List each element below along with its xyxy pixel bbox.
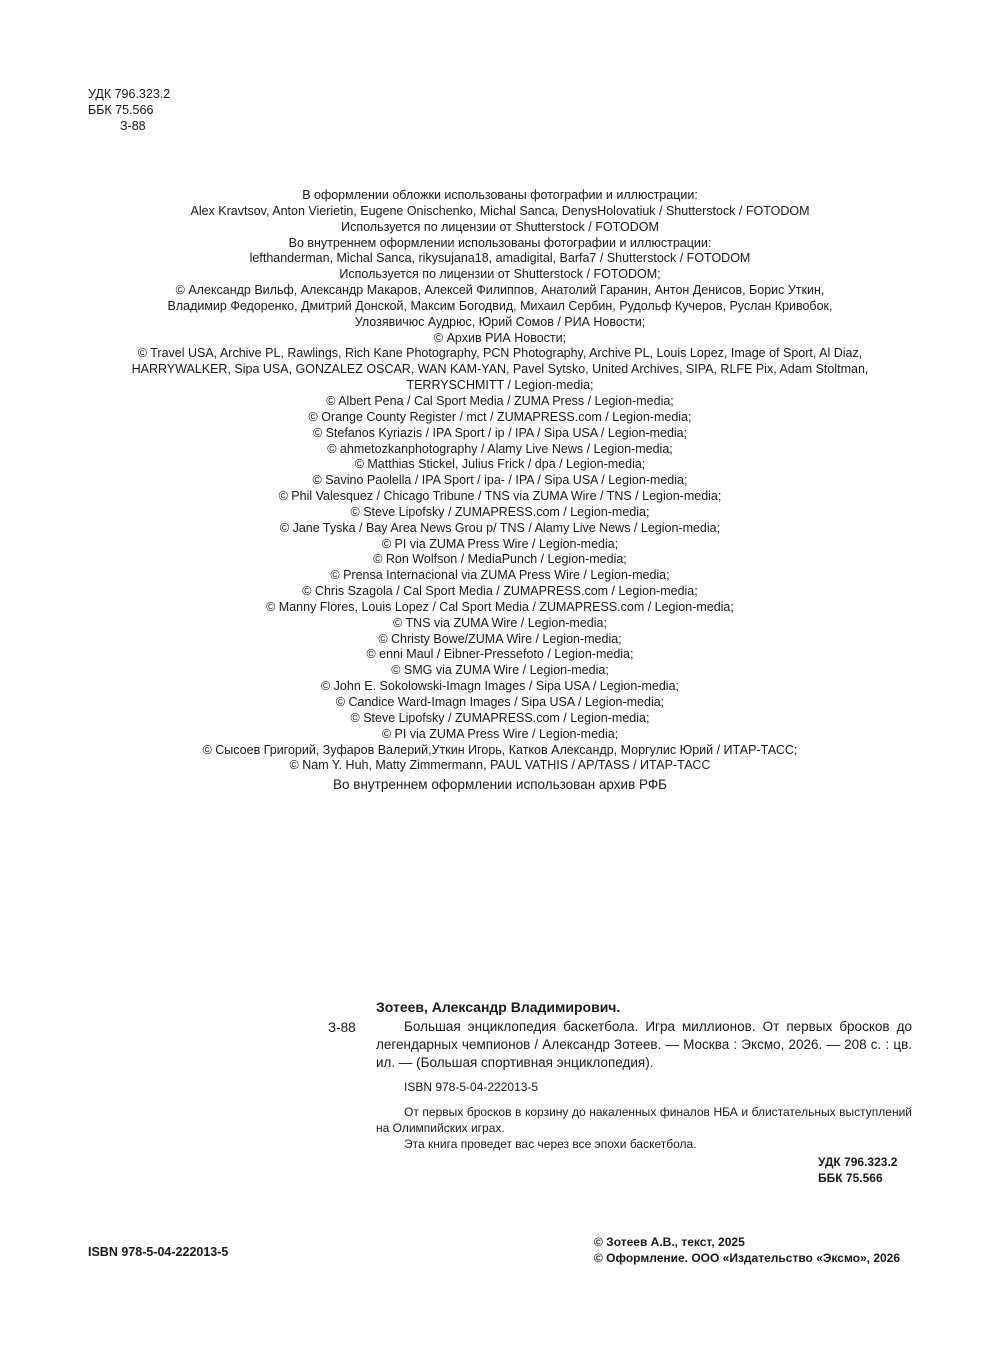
credit-line: © Orange County Register / mct / ZUMAPRESS.com / Legion-media; — [308, 409, 692, 424]
credit-line: © Candice Ward-Imagn Images / Sipa USA / Legion-media; — [335, 695, 665, 709]
credit-line: HARRYWALKER, Sipa USA, GONZALEZ OSCAR, WAN KAM-YAN, Pavel Sytsko, United Archives, SIPA, RLFE Pix, Adam Stoltman, — [131, 362, 869, 377]
credit-line: © Matthias Stickel, Julius Frick / dpa / Legion-media; — [354, 457, 646, 472]
credit-line: © TNS via ZUMA Wire / Legion-media; — [393, 615, 607, 630]
credit-line: Улозявичюс Аудрюс, Юрий Сомов / РИА Новости; — [354, 314, 646, 329]
classification-codes — [88, 86, 170, 134]
credit-line: © Steve Lipofsky / ZUMAPRESS.com / Legion-media; — [350, 504, 650, 519]
bbk-code: ББК 75.566 — [88, 103, 154, 117]
author-mark: З-88 — [120, 119, 146, 133]
catalog-udk: УДК 796.323.2 — [818, 1155, 898, 1169]
copyright-block — [594, 1234, 900, 1266]
catalog-isbn: ISBN 978-5-04-222013-5 — [404, 1080, 539, 1094]
photo-credits — [80, 188, 920, 774]
credit-line: © Albert Pena / Cal Sport Media / ZUMA Press / Legion-media; — [326, 393, 674, 408]
credit-line: lefthanderman, Michal Sanca, rikysujana18, amadigital, Barfa7 / Shutterstock / FOTODOM — [249, 251, 751, 266]
catalog-code: З-88 — [328, 1020, 356, 1035]
credit-line: © Александр Вильф, Александр Макаров, Алексей Филиппов, Анатолий Гаранин, Антон Денисов, Борис Уткин, — [175, 283, 825, 298]
copyright-text: © Зотеев А.В., текст, 2025 — [594, 1235, 745, 1249]
credit-line: Alex Kravtsov, Anton Vierietin, Eugene Onischenko, Michal Sanca, DenysHolovatiuk / Shutterstock / FOTODOM — [190, 203, 810, 218]
credit-line: © SMG via ZUMA Wire / Legion-media; — [391, 663, 609, 678]
credit-line: © Stefanos Kyriazis / IPA Sport / ip / IPA / Sipa USA / Legion-media; — [312, 425, 688, 440]
credit-line: © Travel USA, Archive PL, Rawlings, Rich Kane Photography, PCN Photography, Archive PL, Louis Lopez, Image of Sport, Al Diaz, — [137, 346, 863, 361]
catalog-annotation: От первых бросков в корзину до накаленных финалов НБА и блистательных выступлений на Олимпийских играх. — [376, 1105, 912, 1135]
credit-line: © Christy Bowe/ZUMA Wire / Legion-media; — [378, 631, 622, 646]
credit-line: Владимир Федоренко, Дмитрий Донской, Максим Богодвид, Михаил Сербин, Рудольф Кучеров, Руслан Кривобок, — [167, 298, 833, 313]
footer-isbn: ISBN 978-5-04-222013-5 — [88, 1245, 229, 1259]
copyright-design: © Оформление. ООО «Издательство «Эксмо», 2026 — [594, 1251, 901, 1265]
credit-line: Во внутреннем оформлении использованы фотографии и иллюстрации: — [288, 235, 712, 250]
catalog-record — [328, 998, 912, 1152]
credit-line: Используется по лицензии от Shutterstock / FOTODOM — [341, 219, 659, 234]
credit-line: Используется по лицензии от Shutterstock / FOTODOM; — [339, 267, 661, 282]
credit-line: © Steve Lipofsky / ZUMAPRESS.com / Legion-media; — [350, 710, 650, 725]
credit-line: © Prensa Internacional via ZUMA Press Wire / Legion-media; — [330, 568, 670, 583]
credit-line: © Nam Y. Huh, Matty Zimmermann, PAUL VATHIS / AP/TASS / ИТАР-ТАСС — [289, 758, 711, 773]
udk-code: УДК 796.323.2 — [88, 87, 171, 101]
archive-note: Во внутреннем оформлении использован архив РФБ — [333, 777, 667, 792]
credit-line: TERRYSCHMITT / Legion-media; — [406, 378, 594, 393]
catalog-codes — [818, 1154, 897, 1186]
credit-line: © enni Maul / Eibner-Pressefoto / Legion-media; — [366, 647, 634, 662]
credit-line: © Архив РИА Новости; — [433, 330, 567, 345]
credit-line: © PI via ZUMA Press Wire / Legion-media; — [381, 726, 619, 741]
credit-line: © PI via ZUMA Press Wire / Legion-media; — [381, 536, 619, 551]
catalog-description: Большая энциклопедия баскетбола. Игра миллионов. От первых бросков до легендарных чемпионов / Александр Зотеев. — Москва : Эксмо, 2026. — 208 с. : цв. ил. — (Большая спортивная энциклопедия). — [376, 1019, 912, 1070]
credit-line: © Jane Tyska / Bay Area News Grou p/ TNS / Alamy Live News / Legion-media; — [279, 520, 721, 535]
credit-line: © Сысоев Григорий, Зуфаров Валерий,Уткин Игорь, Катков Александр, Моргулис Юрий / ИТАР-ТАСС; — [202, 742, 798, 757]
credit-line: © Manny Flores, Louis Lopez / Cal Sport Media / ZUMAPRESS.com / Legion-media; — [266, 599, 734, 614]
credit-line: © ahmetozkanphotography / Alamy Live News / Legion-media; — [327, 441, 673, 456]
credit-line: © Phil Valesquez / Chicago Tribune / TNS via ZUMA Wire / TNS / Legion-media; — [278, 489, 722, 504]
catalog-annotation-2: Эта книга проведет вас через все эпохи баскетбола. — [404, 1137, 697, 1151]
credit-line: © Chris Szagola / Cal Sport Media / ZUMAPRESS.com / Legion-media; — [302, 584, 698, 599]
credit-line: © Ron Wolfson / MediaPunch / Legion-media; — [373, 552, 627, 567]
credit-line: © Savino Paolella / IPA Sport / ipa- / IPA / Sipa USA / Legion-media; — [312, 473, 688, 488]
catalog-bbk: ББК 75.566 — [818, 1171, 883, 1185]
catalog-author: Зотеев, Александр Владимирович. — [376, 999, 621, 1015]
catalog-entry — [328, 1018, 912, 1072]
credit-line: © John E. Sokolowski-Imagn Images / Sipa USA / Legion-media; — [321, 679, 679, 694]
credit-line: В оформлении обложки использованы фотографии и иллюстрации: — [302, 188, 698, 202]
